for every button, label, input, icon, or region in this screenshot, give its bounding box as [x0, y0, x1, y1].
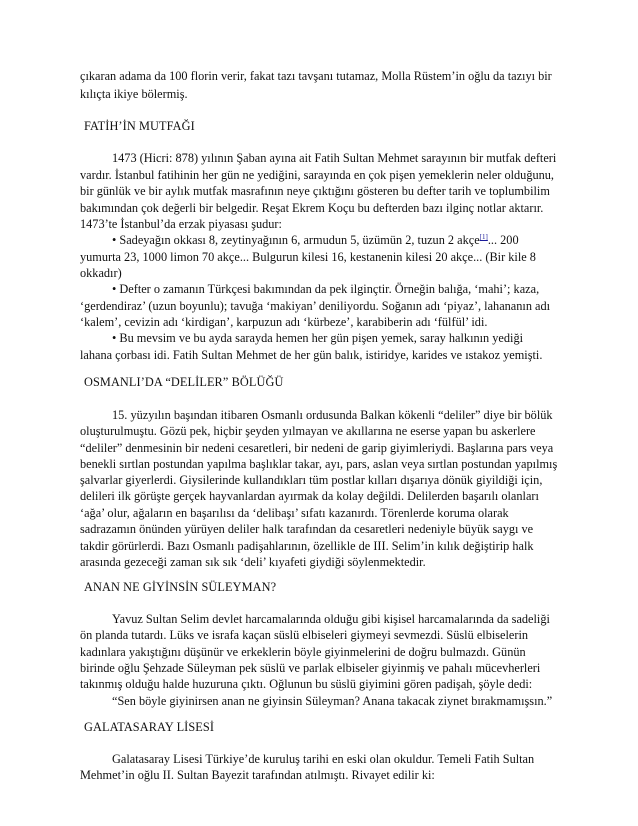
s4-line-2: Mehmet’in oğlu II. Sultan Bayezit tarafından atılmıştı. Rivayet edilir ki: — [80, 768, 435, 782]
s1-line-2: vardır. İstanbul fatihinin her gün ne yediğini, sarayında en çok pişen yemeklerin neler olduğunu, — [80, 168, 554, 182]
s2-line-8: sadrazamın önünden yürüyen deliler halk tarafından da cesaretleri nedeniyle büyük saygı ve — [80, 522, 534, 536]
s2-line-9: takdir görürlerdi. Bazı Osmanlı padişahlarının, özellikle de III. Selim’in kılık değiştirip halk — [80, 539, 534, 553]
s1-line-5: 1473’te İstanbul’da erzak piyasası şudur: — [80, 217, 282, 231]
section-heading-galatasaray: GALATASARAY LİSESİ — [84, 720, 215, 734]
footnote-link[interactable]: [1] — [479, 233, 488, 241]
intro-line-2: kılıçta ikiye bölermiş. — [80, 87, 188, 101]
s3-line-5: takınmış olduğu halde huzuruna çıktı. Oğlunun bu süslü giyimini gören padişah, şöyle dedi: — [80, 677, 533, 691]
s2-line-5: şalvarlar giyerlerdi. Giysilerinde kullandıkları tüm postlar kılları dışarıya dönük giyildiği için, — [80, 473, 543, 487]
section-heading-anan-ne-giyinsin: ANAN NE GİYİNSİN SÜLEYMAN? — [84, 580, 277, 594]
s3-line-4: birinde oğlu Şehzade Süleyman pek süslü ve parlak elbiseler giyinmiş ve pahalı mücevherleri — [80, 661, 541, 675]
s3-line-3: kadınlara yakıştığını düşünür ve erkeklerin böyle giyinmelerini de doğru bulmazdı. Günün — [80, 645, 526, 659]
s2-line-2: oluşturulmuştu. Gözü pek, hiçbir şeyden yılmayan ve akıllarına ne eserse yapan bu askerlere — [80, 424, 536, 438]
s1-bullet-2-line-3: ‘kalem’, cevizin adı ‘kirdigan’, karpuzun adı ‘kürbeze’, karabiberin adı ‘fülfül’ idi. — [80, 315, 488, 329]
s1-bullet-2-line-2: ‘gerdendiraz’ (uzun boyunlu); tavuğa ‘makiyan’ deniliyordu. Soğanın adı ‘piyaz’, lahananın adı — [80, 299, 551, 313]
s1-bullet-1-text: • Sadeyağın okkası 8, zeytinyağının 6, armudun 5, üzümün 2, tuzun 2 akçe — [112, 233, 480, 247]
s4-line-1: Galatasaray Lisesi Türkiye’de kuruluş tarihi en eski olan okuldur. Temeli Fatih Sultan — [112, 752, 535, 766]
s1-bullet-3-line-2: lahana çorbası idi. Fatih Sultan Mehmet de her gün balık, istiridye, karides ve ıstakoz yemişti. — [80, 348, 543, 362]
s3-line-1: Yavuz Sultan Selim devlet harcamalarında olduğu gibi kişisel harcamalarında da sadeliği — [112, 612, 550, 626]
section-heading-fatih-mutfagi: FATİH’İN MUTFAĞI — [84, 119, 195, 133]
s3-line-6: “Sen böyle giyinirsen anan ne giyinsin Süleyman? Anana takacak ziynet bırakmamışsın.” — [112, 694, 553, 708]
s1-line-1: 1473 (Hicri: 878) yılının Şaban ayına ait Fatih Sultan Mehmet sarayının bir mutfak defteri — [112, 151, 557, 165]
s1-bullet-1-cont-2: okkadır) — [80, 266, 122, 280]
s1-bullet-3-line-1: • Bu mevsim ve bu ayda sarayda hemen her gün pişen yemek, saray halkının yediği — [112, 331, 524, 345]
intro-line-1: çıkaran adama da 100 florin verir, fakat tazı tavşanı tutamaz, Molla Rüstem’in oğlu da tazıyı bir — [80, 69, 552, 83]
s1-bullet-2-line-1: • Defter o zamanın Türkçesi bakımından da pek ilginçtir. Örneğin balığa, ‘mahi’; kaza, — [112, 282, 540, 296]
s1-bullet-1-cont-1: yumurta 23, 1000 limon 70 akçe... Bulgurun kilesi 16, kestanenin kilesi 20 akçe... (Bir kile 8 — [80, 250, 536, 264]
s1-bullet-1 — [112, 233, 519, 248]
s2-line-7: ‘ağa’ olur, ağaların en başarılısı da ‘delibaşı’ sıfatı kazanırdı. Törenlerde koruma olarak — [80, 506, 509, 520]
s1-line-4: bakımından çok değerli bir belgedir. Reşat Ekrem Koçu bu defterden bazı ilginç notlar aktarır. — [80, 201, 544, 215]
s3-line-2: ön planda tutardı. Lüks ve israfa kaçan süslü elbiseleri giymeyi sevmezdi. Süslü elbiselerin — [80, 628, 529, 642]
s1-line-3: bir günlük ve bir aylık mutfak masrafının neye çıktığını gösteren bu defter tarih ve toplumbilim — [80, 184, 550, 198]
s2-line-1: 15. yüzyılın başından itibaren Osmanlı ordusunda Balkan kökenli “deliler” diye bir bölük — [112, 408, 553, 422]
s2-line-4: benekli sırtlan postundan yapılma başlıklar takar, ayı, pars, aslan veya sırtlan postundan yapılmış — [80, 457, 558, 471]
s1-bullet-1-tail: ... 200 — [487, 233, 519, 247]
section-heading-deliler: OSMANLI’DA “DELİLER” BÖLÜĞÜ — [84, 375, 284, 389]
s2-line-6: delileri ilk görüşte gerçek hayvanlardan ayırmak da kolay değildi. Delilerden başarılı olanları — [80, 489, 539, 503]
s2-line-3: “deliler” denmesinin bir nedeni cesaretleri, bir nedeni de garip giyimleriydi. Başlarına pars veya — [80, 441, 554, 455]
s2-line-10: arasında gezeceği zaman sık sık ‘deli’ kıyafeti giydiği söylenmektedir. — [80, 555, 426, 569]
